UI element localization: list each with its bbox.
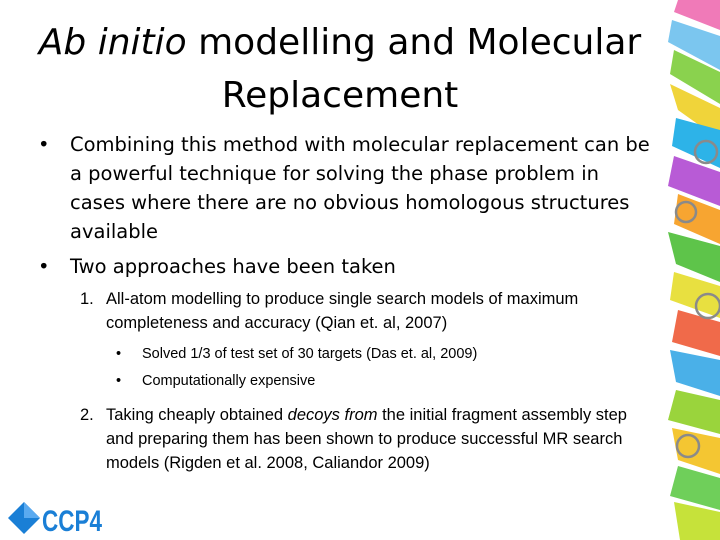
- approach-number: 2.: [80, 406, 94, 424]
- point-item: [34, 341, 654, 368]
- title-rest: modelling and Molecular Replacement: [186, 22, 642, 116]
- point-item: [34, 368, 654, 395]
- slide-title: [20, 16, 660, 122]
- approach-item-2: [34, 403, 654, 475]
- bullet-marker: •: [38, 255, 50, 278]
- approach-item-1: [34, 287, 654, 335]
- bullet-text: Combining this method with molecular replacement can be a powerful technique for solving the phase problem in cases where there are no obvious homologous structures available: [70, 133, 650, 243]
- title-italic: Ab initio: [38, 22, 187, 63]
- approach-text-pre: Taking cheaply obtained: [106, 406, 288, 424]
- logo-text: CCP4: [42, 505, 103, 538]
- point-text: Solved 1/3 of test set of 30 targets (Das et. al, 2009): [142, 346, 478, 362]
- logo-diamond-highlight: [24, 502, 40, 518]
- approach-text-post: the initial fragment assembly step and preparing them has been shown to produce successful MR search models (Rigden et al. 2008, Caliandor 2009): [106, 406, 627, 472]
- approach-1-points: [34, 341, 654, 395]
- point-marker: •: [116, 373, 122, 389]
- approach-text: All-atom modelling to produce single search models of maximum completeness and accuracy (Qian et. al, 2007): [106, 290, 579, 332]
- bullet-list: [34, 130, 654, 481]
- bullet-text: Two approaches have been taken: [70, 255, 396, 278]
- bullet-combining: [34, 130, 654, 246]
- approach-text-italic: decoys from: [287, 406, 378, 424]
- ribbon-stripe: [668, 390, 720, 434]
- ribbon-stripe: [670, 350, 720, 396]
- bullet-approaches: [34, 252, 654, 281]
- approach-number: 1.: [80, 290, 94, 308]
- ribbon-decoration: [668, 0, 720, 540]
- bullet-marker: •: [38, 133, 50, 156]
- ccp4-logo: [6, 498, 116, 538]
- point-text: Computationally expensive: [142, 373, 316, 389]
- point-marker: •: [116, 346, 122, 362]
